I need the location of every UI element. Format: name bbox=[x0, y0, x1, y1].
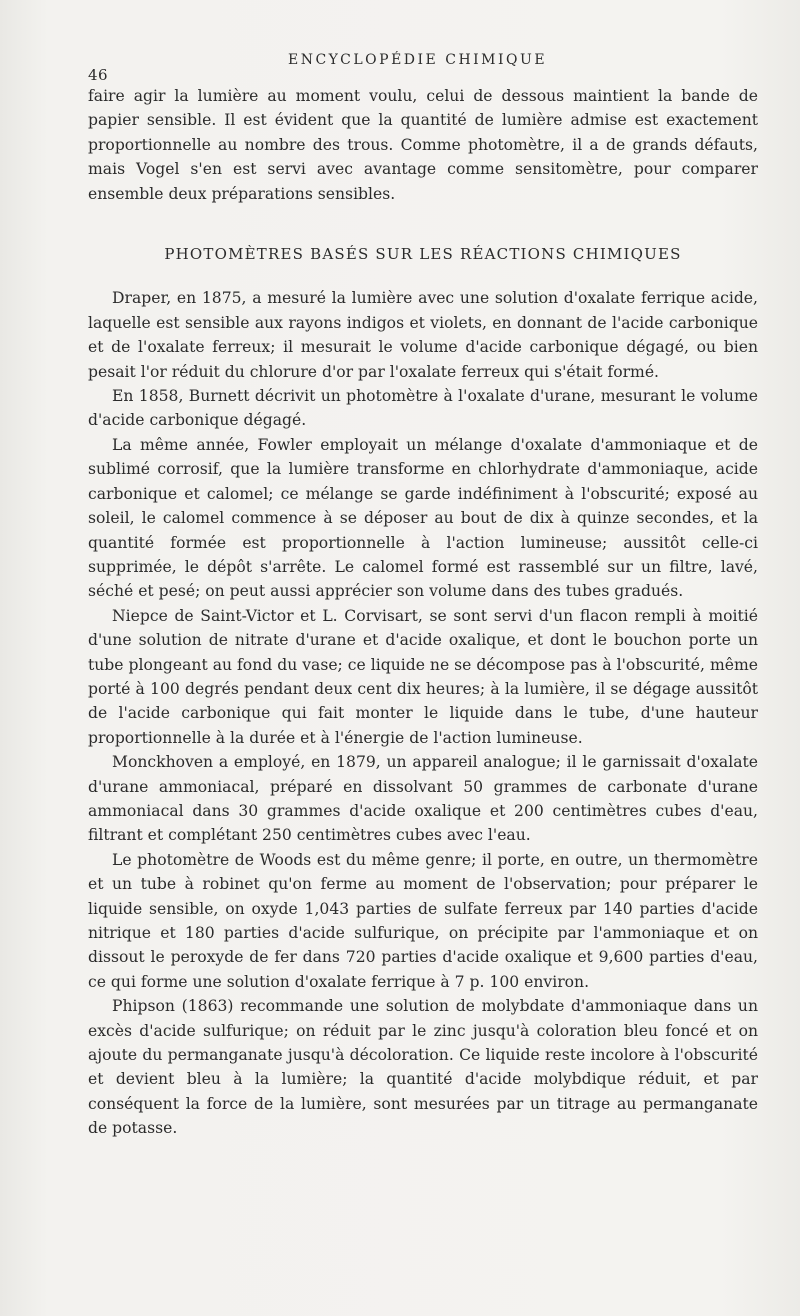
intro-paragraph: faire agir la lumière au moment voulu, celui de dessous maintient la bande de papier sensible. Il est évident que la quantité de lumière admise est exactement proportionnelle au nombre des trous. Comme photomètre, il a de grands défauts, mais Vogel s'en est servi avec avantage comme sensitomètre, pour comparer ensemble deux préparations sensibles. bbox=[88, 87, 758, 203]
paragraph-monckhoven: Monckhoven a employé, en 1879, un appareil analogue; il le garnissait d'oxalate d'urane ammoniacal, préparé en dissolvant 50 grammes de carbonate d'urane ammoniacal dans 30 grammes d'acide oxalique et 200 centimètres cubes d'eau, filtrant et complétant 250 centimètres cubes avec l'eau. bbox=[88, 753, 758, 845]
paragraph-draper: Draper, en 1875, a mesuré la lumière avec une solution d'oxalate ferrique acide, laquelle est sensible aux rayons indigos et violets, en donnant de l'acide carbonique et de l'oxalate ferreux; il mesurait le volume d'acide carbonique dégagé, ou bien pesait l'or réduit du chlorure d'or par l'oxalate ferreux qui s'était formé. bbox=[88, 289, 758, 381]
paragraph-woods: Le photomètre de Woods est du même genre; il porte, en outre, un thermomètre et un tube à robinet qu'on ferme au moment de l'observation; pour préparer le liquide sensible, on oxyde 1,043 parties de sulfate ferreux par 140 parties d'acide nitrique et 180 parties d'acide sulfurique, on précipite par l'ammoniaque et on dissout le peroxyde de fer dans 720 parties d'acide oxalique et 9,600 parties d'eau, ce qui forme une solution d'oxalate ferrique à 7 p. 100 environ. bbox=[88, 850, 758, 991]
page-number: 46 bbox=[88, 66, 109, 84]
running-title: ENCYCLOPÉDIE CHIMIQUE bbox=[288, 52, 548, 68]
section-heading: PHOTOMÈTRES BASÉS SUR LES RÉACTIONS CHIMIQUES bbox=[164, 245, 682, 264]
paragraph-niepce: Niepce de Saint-Victor et L. Corvisart, se sont servi d'un flacon rempli à moitié d'une solution de nitrate d'urane et d'acide oxalique, et dont le bouchon porte un tube plongeant au fond du vase; ce liquide ne se décompose pas à l'obscurité, même porté à 100 degrés pendant deux cent dix heures; à la lumière, il se dégage aussitôt de l'acide carbonique qui fait monter le liquide dans le tube, d'une hauteur proportionnelle à la durée et à l'énergie de l'action lumineuse. bbox=[88, 606, 758, 747]
paragraph-fowler: La même année, Fowler employait un mélange d'oxalate d'ammoniaque et de sublimé corrosif, que la lumière transforme en chlorhydrate d'ammoniaque, acide carbonique et calomel; ce mélange se garde indéfiniment à l'obscurité; exposé au soleil, le calomel commence à se déposer au bout de dix à quinze secondes, et la quantité formée est proportionnelle à l'action lumineuse; aussitôt celle-ci supprimée, le dépôt s'arrête. Le calomel formé est rassemblé sur un filtre, lavé, séché et pesé; on peut aussi apprécier son volume dans des tubes gradués. bbox=[88, 435, 758, 601]
page-header bbox=[88, 52, 758, 84]
paragraph-burnett: En 1858, Burnett décrivit un photomètre à l'oxalate d'urane, mesurant le volume d'acide carbonique dégagé. bbox=[88, 387, 758, 430]
page-body bbox=[88, 84, 758, 1141]
paragraph-phipson: Phipson (1863) recommande une solution de molybdate d'ammoniaque dans un excès d'acide sulfurique; on réduit par le zinc jusqu'à coloration bleu foncé et on ajoute du permanganate jusqu'à décoloration. Ce liquide reste incolore à l'obscurité et devient bleu à la lumière; la quantité d'acide molybdique réduit, et par conséquent la force de la lumière, sont mesurées par un titrage au permanganate de potasse. bbox=[88, 997, 758, 1138]
